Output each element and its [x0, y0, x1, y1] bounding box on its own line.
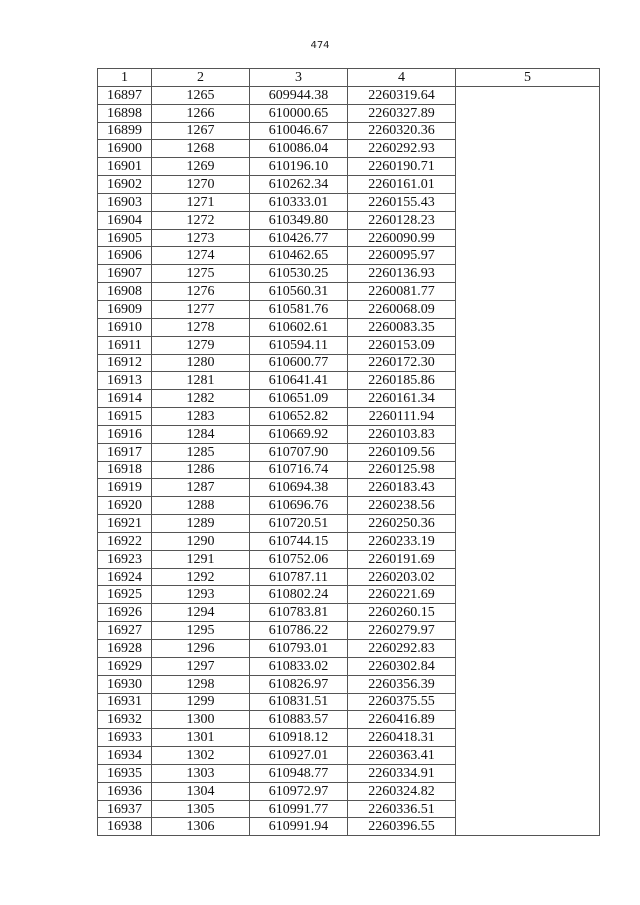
table-row	[98, 283, 600, 301]
table-cell-col-1: 16926	[98, 604, 152, 622]
table-cell-col-3: 610716.74	[250, 461, 348, 479]
table-cell-col-2: 1269	[152, 158, 250, 176]
table-row	[98, 176, 600, 194]
table-cell-col-4: 2260324.82	[348, 782, 456, 800]
table-row	[98, 372, 600, 390]
table-cell-col-4: 2260336.51	[348, 800, 456, 818]
table-cell-col-2: 1271	[152, 193, 250, 211]
table-cell-col-4: 2260334.91	[348, 764, 456, 782]
table-body	[98, 86, 600, 835]
table-row	[98, 425, 600, 443]
table-cell-col-3: 609944.38	[250, 86, 348, 104]
table-row	[98, 515, 600, 533]
table-cell-col-5	[456, 336, 600, 354]
table-cell-col-2: 1286	[152, 461, 250, 479]
table-row	[98, 604, 600, 622]
table-cell-col-1: 16906	[98, 247, 152, 265]
table-cell-col-4: 2260161.01	[348, 176, 456, 194]
table-cell-col-3: 610696.76	[250, 497, 348, 515]
table-cell-col-5	[456, 532, 600, 550]
table-cell-col-3: 610991.77	[250, 800, 348, 818]
table-cell-col-3: 610833.02	[250, 657, 348, 675]
table-cell-col-3: 610602.61	[250, 318, 348, 336]
table-cell-col-5	[456, 604, 600, 622]
table-cell-col-3: 610707.90	[250, 443, 348, 461]
table-cell-col-4: 2260090.99	[348, 229, 456, 247]
table-cell-col-5	[456, 408, 600, 426]
table-cell-col-3: 610883.57	[250, 711, 348, 729]
table-row	[98, 318, 600, 336]
table-cell-col-1: 16924	[98, 568, 152, 586]
column-header-5: 5	[456, 69, 600, 87]
table-row	[98, 675, 600, 693]
table-row	[98, 193, 600, 211]
table-row	[98, 568, 600, 586]
table-cell-col-2: 1284	[152, 425, 250, 443]
table-cell-col-2: 1279	[152, 336, 250, 354]
table-cell-col-4: 2260081.77	[348, 283, 456, 301]
table-cell-col-5	[456, 461, 600, 479]
table-cell-col-2: 1295	[152, 622, 250, 640]
table-cell-col-1: 16912	[98, 354, 152, 372]
table-cell-col-1: 16908	[98, 283, 152, 301]
table-cell-col-1: 16905	[98, 229, 152, 247]
table-cell-col-2: 1304	[152, 782, 250, 800]
table-cell-col-4: 2260396.55	[348, 818, 456, 836]
table-cell-col-3: 610786.22	[250, 622, 348, 640]
table-cell-col-4: 2260136.93	[348, 265, 456, 283]
table-cell-col-5	[456, 497, 600, 515]
table-cell-col-5	[456, 318, 600, 336]
table-cell-col-2: 1274	[152, 247, 250, 265]
table-cell-col-5	[456, 479, 600, 497]
table-cell-col-2: 1298	[152, 675, 250, 693]
table-cell-col-5	[456, 425, 600, 443]
table-cell-col-2: 1277	[152, 300, 250, 318]
table-cell-col-5	[456, 550, 600, 568]
table-cell-col-4: 2260161.34	[348, 390, 456, 408]
table-cell-col-2: 1282	[152, 390, 250, 408]
table-cell-col-3: 610783.81	[250, 604, 348, 622]
table-cell-col-5	[456, 265, 600, 283]
table-cell-col-3: 610793.01	[250, 640, 348, 658]
table-cell-col-4: 2260221.69	[348, 586, 456, 604]
table-cell-col-1: 16928	[98, 640, 152, 658]
table-row	[98, 158, 600, 176]
table-cell-col-4: 2260068.09	[348, 300, 456, 318]
table-cell-col-4: 2260302.84	[348, 657, 456, 675]
table-cell-col-1: 16909	[98, 300, 152, 318]
table-cell-col-4: 2260416.89	[348, 711, 456, 729]
table-cell-col-3: 610262.34	[250, 176, 348, 194]
table-cell-col-2: 1276	[152, 283, 250, 301]
table-cell-col-2: 1289	[152, 515, 250, 533]
table-cell-col-4: 2260375.55	[348, 693, 456, 711]
table-cell-col-3: 610086.04	[250, 140, 348, 158]
table-cell-col-3: 610462.65	[250, 247, 348, 265]
table-row	[98, 800, 600, 818]
table-cell-col-3: 610594.11	[250, 336, 348, 354]
table-row	[98, 657, 600, 675]
table-cell-col-4: 2260185.86	[348, 372, 456, 390]
table-row	[98, 532, 600, 550]
table-cell-col-2: 1272	[152, 211, 250, 229]
table-cell-col-3: 610426.77	[250, 229, 348, 247]
table-row	[98, 104, 600, 122]
table-cell-col-5	[456, 711, 600, 729]
table-cell-col-1: 16925	[98, 586, 152, 604]
table-cell-col-4: 2260125.98	[348, 461, 456, 479]
table-cell-col-4: 2260363.41	[348, 747, 456, 765]
table-cell-col-5	[456, 86, 600, 104]
table-row	[98, 693, 600, 711]
table-row	[98, 300, 600, 318]
table-cell-col-1: 16913	[98, 372, 152, 390]
table-cell-col-4: 2260260.15	[348, 604, 456, 622]
table-cell-col-5	[456, 283, 600, 301]
table-cell-col-5	[456, 657, 600, 675]
table-cell-col-5	[456, 515, 600, 533]
table-cell-col-2: 1285	[152, 443, 250, 461]
column-header-1: 1	[98, 69, 152, 87]
table-cell-col-3: 610948.77	[250, 764, 348, 782]
table-cell-col-2: 1303	[152, 764, 250, 782]
table-cell-col-2: 1300	[152, 711, 250, 729]
table-row	[98, 122, 600, 140]
table-cell-col-3: 610652.82	[250, 408, 348, 426]
table-cell-col-4: 2260327.89	[348, 104, 456, 122]
table-cell-col-5	[456, 693, 600, 711]
table-cell-col-4: 2260128.23	[348, 211, 456, 229]
column-header-4: 4	[348, 69, 456, 87]
table-cell-col-5	[456, 229, 600, 247]
table-cell-col-2: 1297	[152, 657, 250, 675]
table-cell-col-1: 16900	[98, 140, 152, 158]
table-cell-col-1: 16897	[98, 86, 152, 104]
table-cell-col-3: 610600.77	[250, 354, 348, 372]
table-cell-col-2: 1265	[152, 86, 250, 104]
table-cell-col-3: 610530.25	[250, 265, 348, 283]
table-cell-col-5	[456, 372, 600, 390]
table-cell-col-3: 610744.15	[250, 532, 348, 550]
table-row	[98, 747, 600, 765]
table-cell-col-1: 16916	[98, 425, 152, 443]
table-cell-col-1: 16910	[98, 318, 152, 336]
table-row	[98, 711, 600, 729]
table-cell-col-1: 16923	[98, 550, 152, 568]
table-cell-col-4: 2260279.97	[348, 622, 456, 640]
table-cell-col-2: 1291	[152, 550, 250, 568]
table-cell-col-1: 16931	[98, 693, 152, 711]
table-cell-col-3: 610752.06	[250, 550, 348, 568]
table-row	[98, 443, 600, 461]
table-row	[98, 782, 600, 800]
table-row	[98, 764, 600, 782]
table-row	[98, 247, 600, 265]
table-cell-col-1: 16936	[98, 782, 152, 800]
table-cell-col-3: 610826.97	[250, 675, 348, 693]
column-header-3: 3	[250, 69, 348, 87]
table-cell-col-5	[456, 300, 600, 318]
table-cell-col-1: 16935	[98, 764, 152, 782]
table-cell-col-2: 1275	[152, 265, 250, 283]
table-row	[98, 729, 600, 747]
table-cell-col-1: 16932	[98, 711, 152, 729]
table-cell-col-3: 610831.51	[250, 693, 348, 711]
table-cell-col-2: 1288	[152, 497, 250, 515]
table-cell-col-5	[456, 586, 600, 604]
table-cell-col-5	[456, 158, 600, 176]
table-cell-col-1: 16911	[98, 336, 152, 354]
table-row	[98, 354, 600, 372]
table-cell-col-1: 16901	[98, 158, 152, 176]
table-cell-col-5	[456, 764, 600, 782]
table-cell-col-2: 1268	[152, 140, 250, 158]
table-cell-col-4: 2260083.35	[348, 318, 456, 336]
table-cell-col-5	[456, 140, 600, 158]
table-cell-col-4: 2260356.39	[348, 675, 456, 693]
table-cell-col-2: 1294	[152, 604, 250, 622]
table-cell-col-5	[456, 729, 600, 747]
table-cell-col-3: 610972.97	[250, 782, 348, 800]
table-cell-col-3: 610333.01	[250, 193, 348, 211]
table-cell-col-4: 2260292.83	[348, 640, 456, 658]
table-cell-col-5	[456, 622, 600, 640]
table-cell-col-3: 610349.80	[250, 211, 348, 229]
table-cell-col-5	[456, 211, 600, 229]
table-cell-col-1: 16907	[98, 265, 152, 283]
table-cell-col-1: 16921	[98, 515, 152, 533]
table-cell-col-1: 16922	[98, 532, 152, 550]
table-cell-col-1: 16938	[98, 818, 152, 836]
table-cell-col-2: 1306	[152, 818, 250, 836]
coordinates-table	[97, 68, 600, 836]
table-cell-col-2: 1270	[152, 176, 250, 194]
table-cell-col-4: 2260238.56	[348, 497, 456, 515]
table-cell-col-1: 16898	[98, 104, 152, 122]
table-cell-col-4: 2260172.30	[348, 354, 456, 372]
table-cell-col-1: 16899	[98, 122, 152, 140]
table-cell-col-2: 1266	[152, 104, 250, 122]
table-cell-col-5	[456, 640, 600, 658]
table-cell-col-2: 1281	[152, 372, 250, 390]
table-cell-col-3: 610787.11	[250, 568, 348, 586]
table-cell-col-4: 2260111.94	[348, 408, 456, 426]
table-cell-col-4: 2260153.09	[348, 336, 456, 354]
table-cell-col-1: 16918	[98, 461, 152, 479]
header-row	[98, 69, 600, 87]
table-cell-col-2: 1280	[152, 354, 250, 372]
table-cell-col-4: 2260095.97	[348, 247, 456, 265]
table-row	[98, 86, 600, 104]
table-cell-col-5	[456, 800, 600, 818]
table-row	[98, 390, 600, 408]
table-cell-col-1: 16919	[98, 479, 152, 497]
table-cell-col-2: 1293	[152, 586, 250, 604]
table-cell-col-4: 2260203.02	[348, 568, 456, 586]
table-cell-col-4: 2260319.64	[348, 86, 456, 104]
table-row	[98, 408, 600, 426]
table-cell-col-5	[456, 354, 600, 372]
table-cell-col-2: 1267	[152, 122, 250, 140]
table-cell-col-3: 610991.94	[250, 818, 348, 836]
table-cell-col-5	[456, 568, 600, 586]
table-cell-col-4: 2260155.43	[348, 193, 456, 211]
table-cell-col-1: 16903	[98, 193, 152, 211]
table-cell-col-2: 1305	[152, 800, 250, 818]
table-cell-col-5	[456, 675, 600, 693]
table-cell-col-3: 610641.41	[250, 372, 348, 390]
table-header	[98, 69, 600, 87]
table-cell-col-5	[456, 104, 600, 122]
table-cell-col-4: 2260109.56	[348, 443, 456, 461]
table-cell-col-3: 610560.31	[250, 283, 348, 301]
table-cell-col-1: 16933	[98, 729, 152, 747]
table-row	[98, 497, 600, 515]
table-cell-col-2: 1302	[152, 747, 250, 765]
table-cell-col-3: 610046.67	[250, 122, 348, 140]
table-row	[98, 550, 600, 568]
table-cell-col-1: 16927	[98, 622, 152, 640]
table-cell-col-3: 610918.12	[250, 729, 348, 747]
table-row	[98, 586, 600, 604]
table-cell-col-1: 16915	[98, 408, 152, 426]
table-cell-col-4: 2260418.31	[348, 729, 456, 747]
table-cell-col-1: 16917	[98, 443, 152, 461]
table-cell-col-3: 610694.38	[250, 479, 348, 497]
table-row	[98, 336, 600, 354]
table-cell-col-2: 1296	[152, 640, 250, 658]
table-cell-col-2: 1299	[152, 693, 250, 711]
table-cell-col-1: 16902	[98, 176, 152, 194]
page-number: 474	[310, 40, 330, 51]
table-cell-col-4: 2260190.71	[348, 158, 456, 176]
table-cell-col-3: 610802.24	[250, 586, 348, 604]
table-cell-col-4: 2260320.36	[348, 122, 456, 140]
table-cell-col-5	[456, 176, 600, 194]
table-cell-col-3: 610927.01	[250, 747, 348, 765]
table-cell-col-1: 16904	[98, 211, 152, 229]
table-cell-col-3: 610651.09	[250, 390, 348, 408]
table-cell-col-4: 2260233.19	[348, 532, 456, 550]
table-cell-col-3: 610581.76	[250, 300, 348, 318]
table-row	[98, 622, 600, 640]
table-cell-col-5	[456, 193, 600, 211]
table-row	[98, 818, 600, 836]
table-cell-col-5	[456, 122, 600, 140]
column-header-2: 2	[152, 69, 250, 87]
table-cell-col-3: 610000.65	[250, 104, 348, 122]
table-row	[98, 461, 600, 479]
table-cell-col-1: 16929	[98, 657, 152, 675]
table-row	[98, 140, 600, 158]
table-cell-col-1: 16914	[98, 390, 152, 408]
table-cell-col-5	[456, 782, 600, 800]
table-cell-col-4: 2260103.83	[348, 425, 456, 443]
table-cell-col-2: 1287	[152, 479, 250, 497]
table-cell-col-5	[456, 747, 600, 765]
table-row	[98, 640, 600, 658]
table-cell-col-4: 2260292.93	[348, 140, 456, 158]
table-cell-col-2: 1290	[152, 532, 250, 550]
table-cell-col-2: 1283	[152, 408, 250, 426]
table-cell-col-2: 1278	[152, 318, 250, 336]
table-cell-col-1: 16937	[98, 800, 152, 818]
table-cell-col-2: 1301	[152, 729, 250, 747]
table-cell-col-3: 610669.92	[250, 425, 348, 443]
table-row	[98, 265, 600, 283]
table-cell-col-2: 1292	[152, 568, 250, 586]
table-cell-col-4: 2260191.69	[348, 550, 456, 568]
table-row	[98, 479, 600, 497]
table-cell-col-1: 16930	[98, 675, 152, 693]
table-cell-col-5	[456, 247, 600, 265]
table-cell-col-5	[456, 443, 600, 461]
table-row	[98, 211, 600, 229]
table-cell-col-3: 610196.10	[250, 158, 348, 176]
table-cell-col-5	[456, 818, 600, 836]
table-cell-col-3: 610720.51	[250, 515, 348, 533]
table-row	[98, 229, 600, 247]
table-cell-col-1: 16920	[98, 497, 152, 515]
table-cell-col-2: 1273	[152, 229, 250, 247]
table-cell-col-4: 2260250.36	[348, 515, 456, 533]
table-cell-col-4: 2260183.43	[348, 479, 456, 497]
table-cell-col-1: 16934	[98, 747, 152, 765]
table-cell-col-5	[456, 390, 600, 408]
